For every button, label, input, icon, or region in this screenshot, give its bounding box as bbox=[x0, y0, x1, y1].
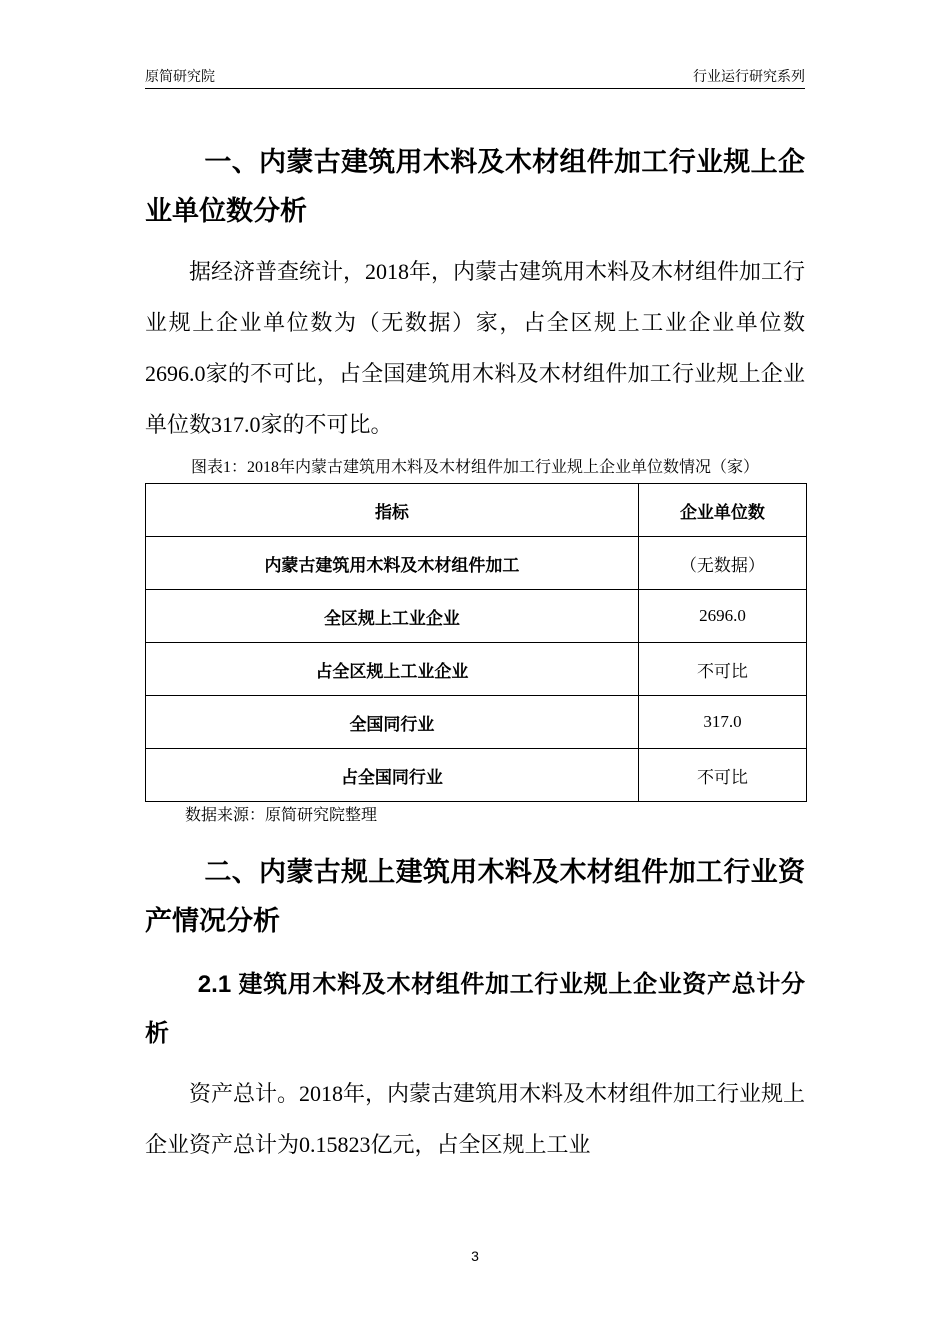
table-header-cell: 指标 bbox=[146, 484, 639, 537]
document-body bbox=[145, 138, 805, 1170]
table-row bbox=[146, 696, 807, 749]
page-number: 3 bbox=[471, 1248, 479, 1264]
indicator-cell: 占全区规上工业企业 bbox=[146, 643, 639, 696]
table-row bbox=[146, 590, 807, 643]
table-header-row bbox=[146, 484, 807, 537]
page-header bbox=[145, 64, 805, 89]
subsection-title: 2.1 建筑用木料及木材组件加工行业规上企业资产总计分析 bbox=[145, 971, 805, 1047]
header-left: 原简研究院 bbox=[145, 68, 215, 84]
indicator-cell: 全国同行业 bbox=[146, 696, 639, 749]
indicator-cell: 占全国同行业 bbox=[146, 749, 639, 802]
value-cell: 不可比 bbox=[638, 749, 806, 802]
table-row bbox=[146, 749, 807, 802]
section1-title: 一、内蒙古建筑用木料及木材组件加工行业规上企业单位数分析 bbox=[145, 147, 805, 226]
value-cell: 不可比 bbox=[638, 643, 806, 696]
indicator-cell: 内蒙古建筑用木料及木材组件加工 bbox=[146, 537, 639, 590]
table-row bbox=[146, 537, 807, 590]
indicator-cell: 全区规上工业企业 bbox=[146, 590, 639, 643]
data-table bbox=[145, 483, 807, 802]
value-cell: 317.0 bbox=[638, 696, 806, 749]
section2-paragraph: 资产总计。2018年，内蒙古建筑用木料及木材组件加工行业规上企业资产总计为0.15823亿元，占全区规上工业 bbox=[145, 1081, 806, 1157]
value-cell: （无数据） bbox=[638, 537, 806, 590]
value-cell: 2696.0 bbox=[638, 590, 806, 643]
header-right: 行业运行研究系列 bbox=[693, 68, 805, 84]
section1-paragraph: 据经济普查统计，2018年，内蒙古建筑用木料及木材组件加工行业规上企业单位数为（无数据）家，占全区规上工业企业单位数2696.0家的不可比，占全国建筑用木料及木材组件加工行业规上企业单位数317.0家的不可比。 bbox=[145, 259, 806, 437]
table-caption: 图表1：2018年内蒙古建筑用木料及木材组件加工行业规上企业单位数情况（家） bbox=[190, 459, 759, 476]
table-header-cell: 企业单位数 bbox=[638, 484, 806, 537]
table-source: 数据来源：原简研究院整理 bbox=[185, 807, 378, 824]
table-row bbox=[146, 643, 807, 696]
section2-title: 二、内蒙古规上建筑用木料及木材组件加工行业资产情况分析 bbox=[145, 857, 805, 936]
